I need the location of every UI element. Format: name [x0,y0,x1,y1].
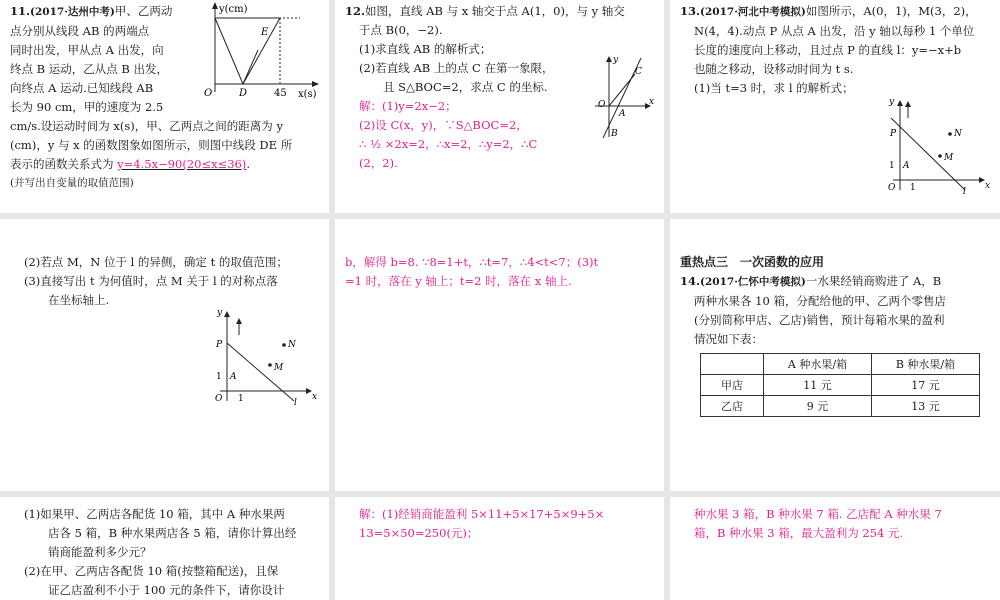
table-cell: 甲店 [701,375,764,396]
question-3-cont: 在坐标轴上. [48,293,110,307]
point-n [948,132,952,136]
tick-1-y-label: 1 [216,372,222,382]
point-p-label: P [890,129,897,139]
point-c-label: C [635,67,642,77]
table-cell: 11 元 [764,375,872,396]
x-axis-arrow [312,81,319,87]
question-1-cont: 店各 5 箱，B 种水果两店各 5 箱，请你计算出经 [48,526,297,540]
point-n [282,343,286,347]
line-l-label: l [963,187,966,196]
x-label: x [649,97,655,107]
point-m [268,363,272,367]
problem-14-line: 情况如下表： [694,332,763,346]
problem-13-answer-card [335,219,664,491]
problem-13-line: 长度的速度向上移动，且过点 P 的直线 l：y=−x+b [694,43,962,57]
question-1: (1)求直线 AB 的解析式； [359,42,492,56]
table-header-row [701,354,980,375]
solution-line: 解：(1)y=2x−2； [359,99,457,113]
x-label: x [985,181,991,191]
origin-label: O [204,88,213,99]
point-p-label: P [216,340,223,350]
problem-13-line: N(4，4).动点 P 从点 A 出发，沿 y 轴以每秒 1 个单位 [694,24,975,38]
solution-line: 13=5×50=250(元)； [359,526,479,540]
problem-11-line: 终点 B 运动，乙从点 B 出发， [10,62,169,76]
solution-line: 解：(1)经销商能盈利 5×11+5×17+5×9+5× [359,507,605,521]
profit-table [700,353,980,417]
point-m-label: M [944,153,954,163]
question-2-cont: 证乙店盈利不小于 100 元的条件下，请你设计 [48,583,285,597]
tick-45-label: 45 [274,88,287,99]
problem-13-continued-card [0,219,329,491]
question-2: (2)在甲、乙两店各配货 10 箱(按整箱配送)，且保 [24,564,279,578]
table-header-cell [701,354,764,375]
solution-line: ∴ ½ ×2x=2，∴x=2，∴y=2，∴C [359,137,538,151]
section-title: 重热点三 一次函数的应用 [680,255,825,269]
point-a-label: A [230,372,237,382]
problem-11-line: 同时出发，甲从点 A 出发，向 [10,43,164,57]
y-label: y [889,97,895,107]
table-cell: 17 元 [872,375,980,396]
point-b-label: B [611,129,618,139]
answer-blank: y=4.5x−90(20≤x≤36) [117,157,247,171]
problem-14-answer-cont-card [670,497,1000,600]
problem-11-line: 长为 90 cm，甲的速度为 2.5 [10,100,164,114]
question-2-cont: 且 S△BOC=2，求点 C 的坐标. [383,80,548,94]
problem-12-line: 于点 B(0，−2). [359,23,443,37]
point-n-label: N [954,129,962,139]
problem-12-graph [593,52,663,142]
point-a-label: A [619,109,626,119]
question-1-cont: 销商能盈利多少元？ [48,545,152,559]
problem-12-line: 如图，直线 AB 与 x 轴交于点 A(1，0)，与 y 轴交 [365,4,625,18]
y-axis-label: y(cm) [219,4,248,15]
table-header-cell: A 种水果/箱 [764,354,872,375]
problem-13-line: 也随之移动，设移动时间为 t s. [694,62,854,76]
problem-14-line: (分别简称甲店、乙店)销售，预计每箱水果的盈利 [694,313,945,327]
table-row [701,375,980,396]
problem-14-questions-card [0,497,329,600]
point-n-label: N [288,340,296,350]
problem-13-graph [885,96,995,196]
up-arrow-head [905,101,911,107]
problem-number: 14. [680,274,701,288]
y-axis-arrow [224,311,230,317]
point-d-label: D [239,88,248,99]
solution-line: b，解得 b=8. ∵8=1+t，∴t=7，∴4<t<7；(3)t [345,255,599,269]
solution-line: (2，2). [359,156,398,170]
table-header-cell: B 种水果/箱 [872,354,980,375]
y-axis-arrow [897,100,903,106]
table-cell: 9 元 [764,396,872,417]
solution-line: (2)设 C(x，y)，∵S△BOC=2， [359,118,528,132]
y-axis-arrow [212,2,218,9]
problem-13-graph-repeat [212,307,322,407]
line-oc [609,74,635,106]
line-l-label: l [294,398,297,407]
problem-11-note: (并写出自变量的取值范围) [10,177,134,189]
tick-1-x-label: 1 [910,183,916,193]
problem-source: (2017·仁怀中考模拟) [700,276,806,288]
line-l [227,343,294,401]
tick-1-x-label: 1 [238,394,244,404]
problem-14-line: 一水果经销商购进了 A，B [805,274,942,288]
problem-11-line: cm/s.设运动时间为 x(s)，甲、乙两点之间的距离为 y [10,119,283,133]
graph-line [215,18,258,84]
y-label: y [217,308,223,318]
question-1: (1)当 t=3 时，求 l 的解析式； [694,81,854,95]
problem-13-line: 如图所示，A(0，1)，M(3，2)， [805,4,977,18]
y-label: y [613,55,619,65]
table-row [701,396,980,417]
problem-13-card [670,0,1000,213]
point-a-label: A [903,161,910,171]
question-1: (1)如果甲、乙两店各配货 10 箱，其中 A 种水果两 [24,507,285,521]
tick-1-y-label: 1 [889,161,895,171]
up-arrow-head [236,318,242,324]
problem-number: 12. [345,4,366,18]
point-m [938,154,942,158]
point-e-label: E [261,27,269,38]
problem-11-intro: 11.(2017·达州中考)甲、乙两动 [10,4,173,18]
problem-source: (2017·河北中考模拟) [700,6,806,18]
problem-11-line: (cm)，y 与 x 的函数图象如图所示，则图中线段 DE 所 [10,138,293,152]
solution-line: 种水果 3 箱，B 种水果 7 箱. 乙店配 A 种水果 7 [694,507,942,521]
table-cell: 乙店 [701,396,764,417]
problem-11-answer-line: 表示的函数关系式为 y=4.5x−90(20≤x≤36). [10,157,250,171]
problem-11-line: 点分别从线段 AB 的两端点 [10,24,150,38]
problem-14-answer-card [335,497,664,600]
question-2: (2)若点 M，N 位于 l 的异侧，确定 t 的取值范围； [24,255,288,269]
question-3: (3)直接写出 t 为何值时，点 M 关于 l 的对称点落 [24,274,278,288]
point-m-label: M [274,363,284,373]
problem-11-card [0,0,329,213]
x-axis-label: x(s) [298,89,317,100]
origin-label: O [888,183,896,193]
problem-11-line: 向终点 A 运动.已知线段 AB [10,81,154,95]
table-cell: 13 元 [872,396,980,417]
origin-label: O [215,394,223,404]
problem-14-card [670,219,1000,491]
problem-12-card [335,0,664,213]
solution-line: 箱，B 种水果 3 箱，最大盈利为 254 元. [694,526,904,540]
problem-number: 13. [680,4,701,18]
question-2: (2)若直线 AB 上的点 C 在第一象限， [359,61,554,75]
problem-11-graph [195,0,325,100]
solution-line: =1 时，落在 y 轴上；t=2 时，落在 x 轴上. [345,274,572,288]
origin-label: O [598,100,606,110]
y-axis-arrow [606,56,612,62]
problem-14-line: 两种水果各 10 箱，分配给他的甲、乙两个零售店 [694,294,946,308]
x-label: x [312,392,318,402]
